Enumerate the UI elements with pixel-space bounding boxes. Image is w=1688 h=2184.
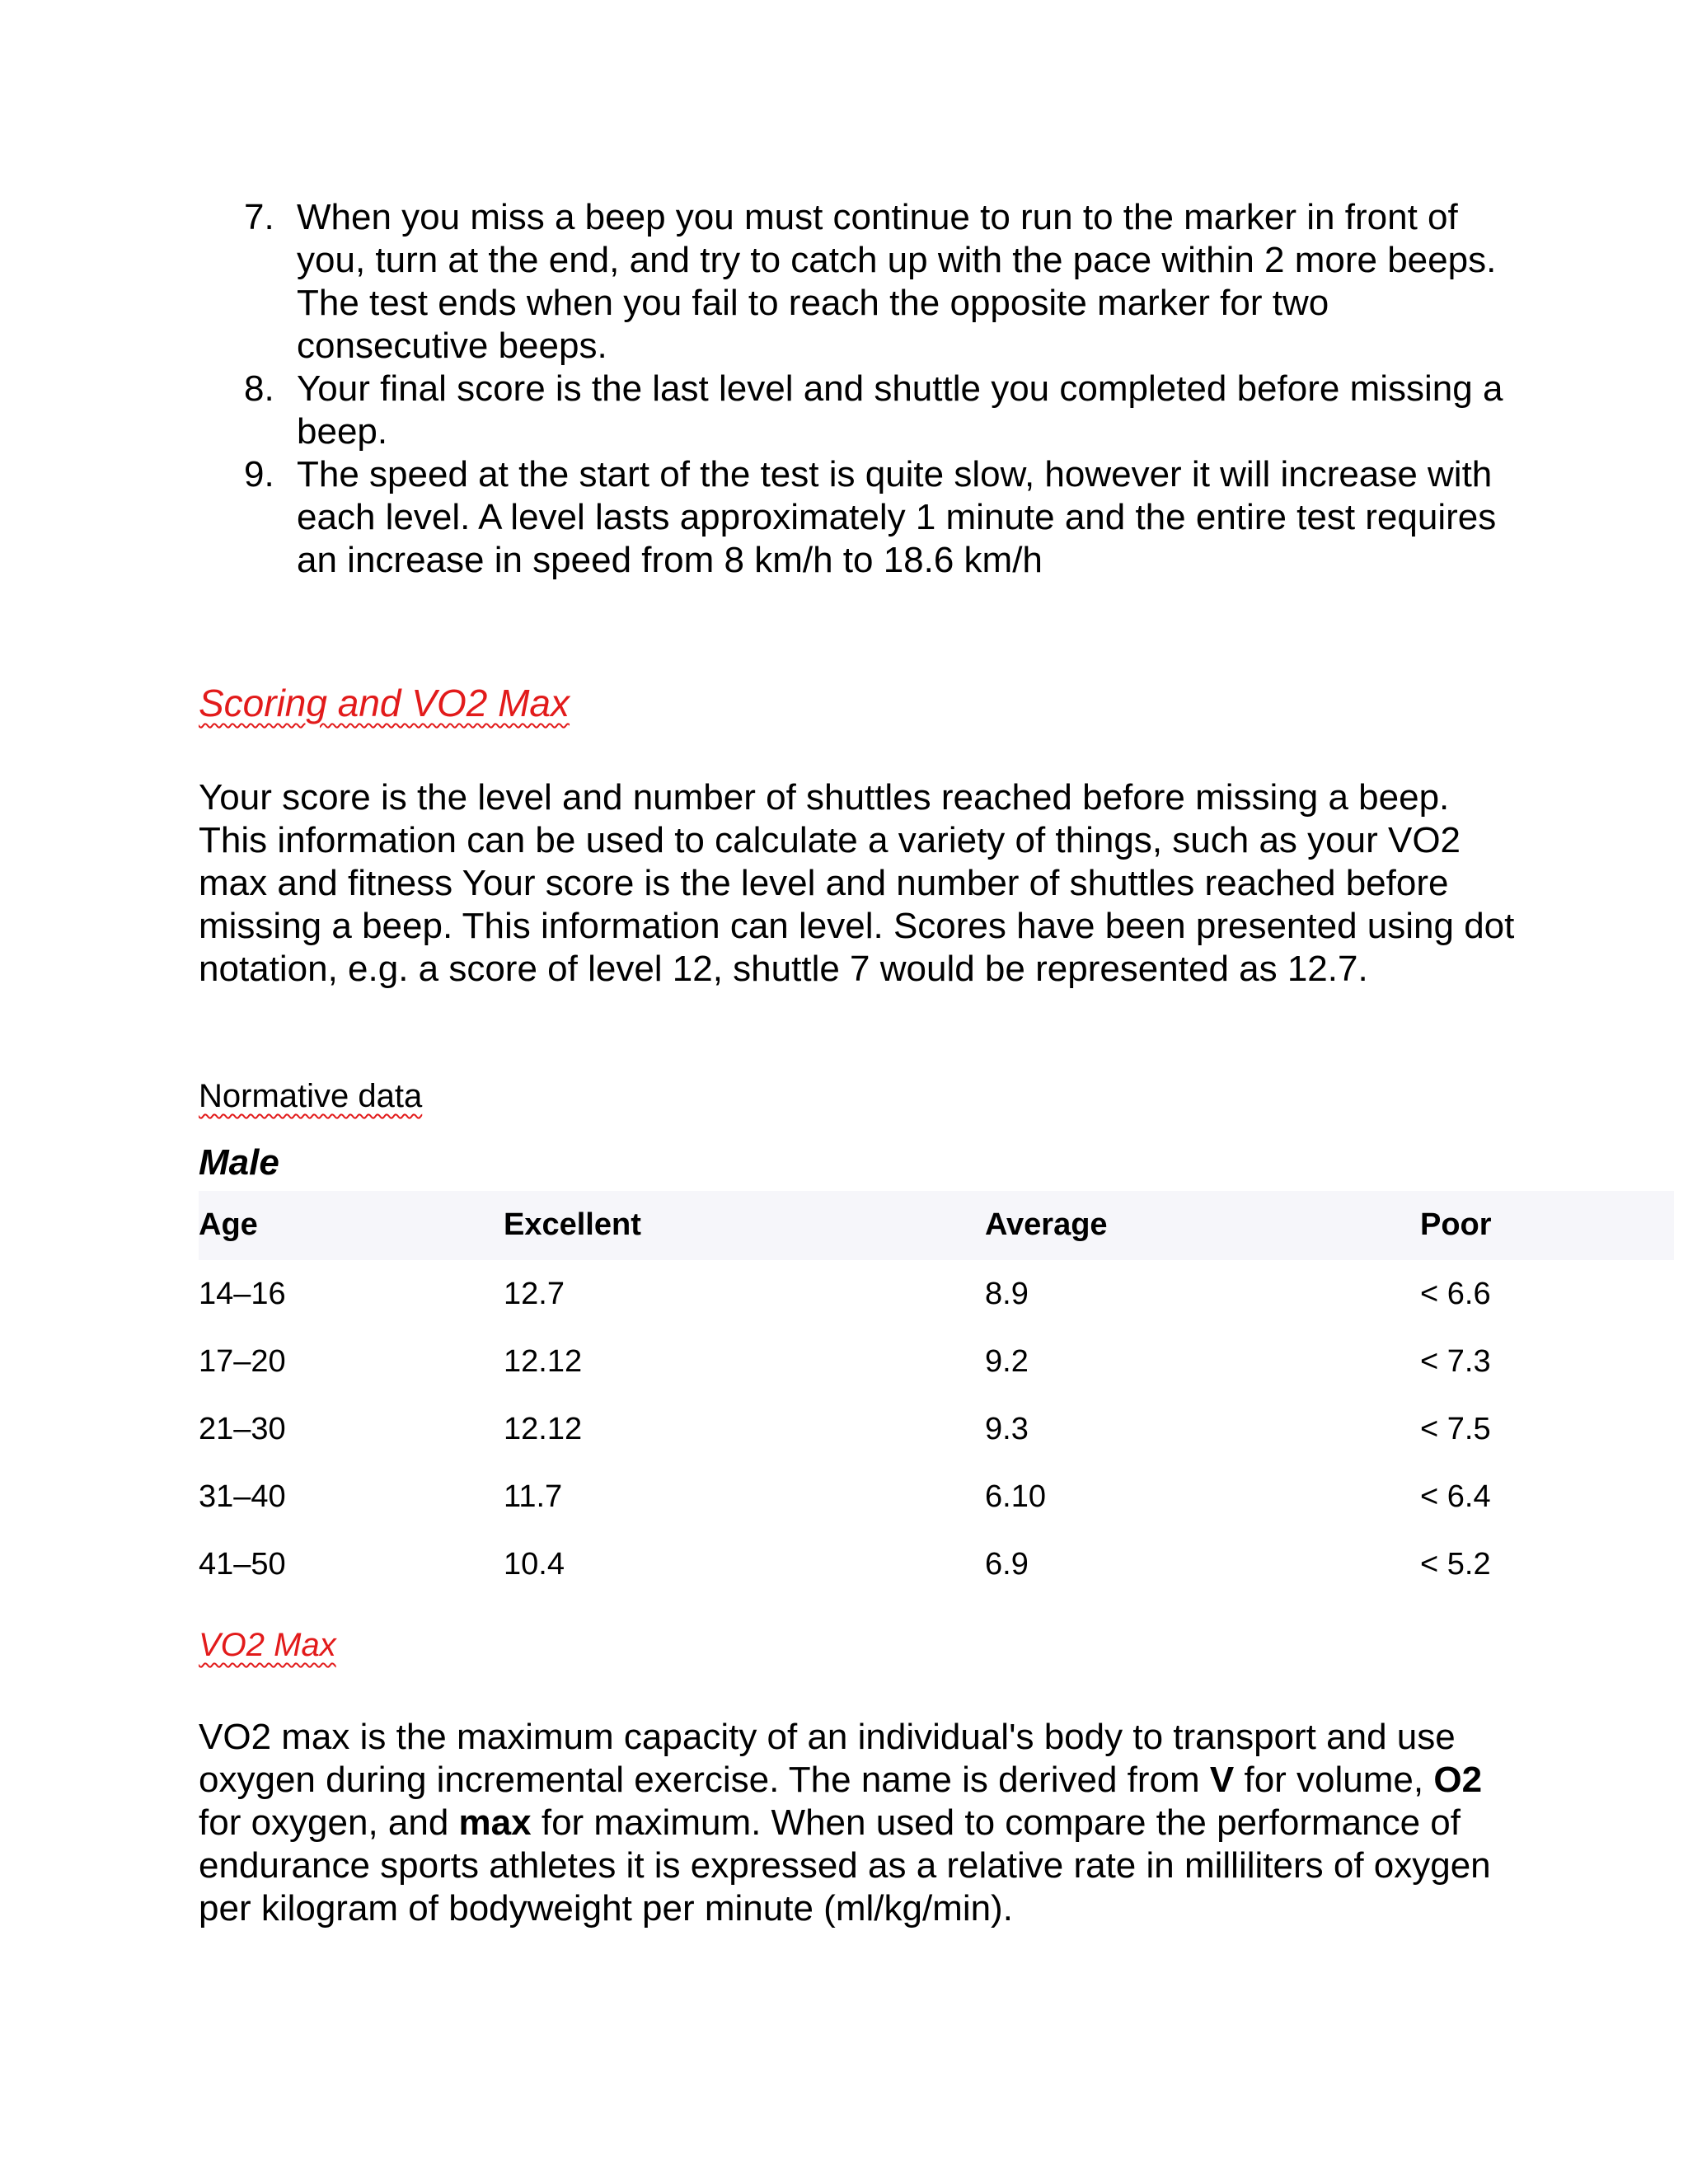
vo2-text-intro: VO2 max is the maximum capacity of an individual's body to transport and use oxygen during incremental exercise. The name is derived from (199, 1717, 1456, 1800)
list-item (244, 368, 1513, 453)
column-header-average: Average (985, 1207, 1108, 1242)
list-text: Your final score is the last level and shuttle you completed before missing a beep. (297, 368, 1503, 452)
vo2-bold-o2: O2 (1433, 1760, 1483, 1800)
column-header-age: Age (199, 1207, 258, 1242)
male-heading: Male (199, 1142, 279, 1183)
vo2-text-volume: for volume, (1234, 1760, 1434, 1800)
vo2-bold-max: max (458, 1802, 532, 1843)
table-cell: 31–40 (199, 1479, 286, 1514)
table-cell: 12.7 (504, 1277, 565, 1311)
list-number: 8. (244, 368, 274, 409)
table-row (199, 1463, 1674, 1530)
table-cell: 9.3 (985, 1412, 1029, 1446)
vo2-text-oxygen: for oxygen, and (199, 1802, 459, 1843)
column-header-excellent: Excellent (504, 1207, 641, 1242)
list-number: 9. (244, 454, 274, 494)
table-cell: 10.4 (504, 1547, 565, 1582)
table-cell: < 7.5 (1420, 1412, 1491, 1446)
vo2-max-heading: VO2 Max (199, 1627, 336, 1663)
table-row (199, 1530, 1674, 1598)
table-cell: < 6.6 (1420, 1277, 1491, 1311)
table-cell: 11.7 (504, 1479, 563, 1514)
table-cell: 17–20 (199, 1344, 286, 1379)
table-cell: < 6.4 (1420, 1479, 1491, 1514)
scoring-paragraph: Your score is the level and number of shuttles reached before missing a beep. This information can be used to calculate a variety of things, such as your VO2 max and fitness Your score is the level and number of shuttles reached before missing a beep. This information can level. Scores have been presented using dot notation, e.g. a score of level 12, shuttle 7 would be represented as 12.7. (199, 777, 1515, 989)
instruction-list (244, 196, 1513, 582)
table-cell: < 5.2 (1420, 1547, 1491, 1582)
table-cell: 14–16 (199, 1277, 286, 1311)
table-cell: 12.12 (504, 1412, 583, 1446)
list-text: The speed at the start of the test is quite slow, however it will increase with each level. A level lasts approximately 1 minute and the entire test requires an increase in speed from 8 km/h to 18.6 km/h (297, 454, 1497, 580)
table-header-row (199, 1191, 1674, 1260)
table-cell: 12.12 (504, 1344, 583, 1379)
normative-data-label: Normative data (199, 1078, 423, 1114)
normative-table (199, 1191, 1674, 1598)
vo2-bold-v: V (1209, 1760, 1235, 1800)
table-cell: 8.9 (985, 1277, 1029, 1311)
table-cell: 6.9 (985, 1547, 1029, 1582)
table-cell: 6.10 (985, 1479, 1046, 1514)
table-row (199, 1395, 1674, 1463)
table-row (199, 1328, 1674, 1395)
vo2-text-rest: for maximum. When used to compare the performance of endurance sports athletes it is expressed as a relative rate in milliliters of oxygen per kilogram of bodyweight per minute (ml/kg/min). (199, 1802, 1491, 1929)
list-item (244, 196, 1513, 368)
list-number: 7. (244, 197, 274, 237)
table-cell: 9.2 (985, 1344, 1029, 1379)
list-item (244, 453, 1513, 582)
vo2-max-paragraph (199, 1716, 1517, 1930)
table-cell: 41–50 (199, 1547, 286, 1582)
table-cell: < 7.3 (1420, 1344, 1491, 1379)
list-text: When you miss a beep you must continue to run to the marker in front of you, turn at the end, and try to catch up with the pace within 2 more beeps. The test ends when you fail to reach the opposite marker for two consecutive beeps. (297, 197, 1497, 366)
table-cell: 21–30 (199, 1412, 286, 1446)
scoring-heading: Scoring and VO2 Max (199, 682, 570, 724)
column-header-poor: Poor (1420, 1207, 1492, 1242)
table-row (199, 1260, 1674, 1328)
